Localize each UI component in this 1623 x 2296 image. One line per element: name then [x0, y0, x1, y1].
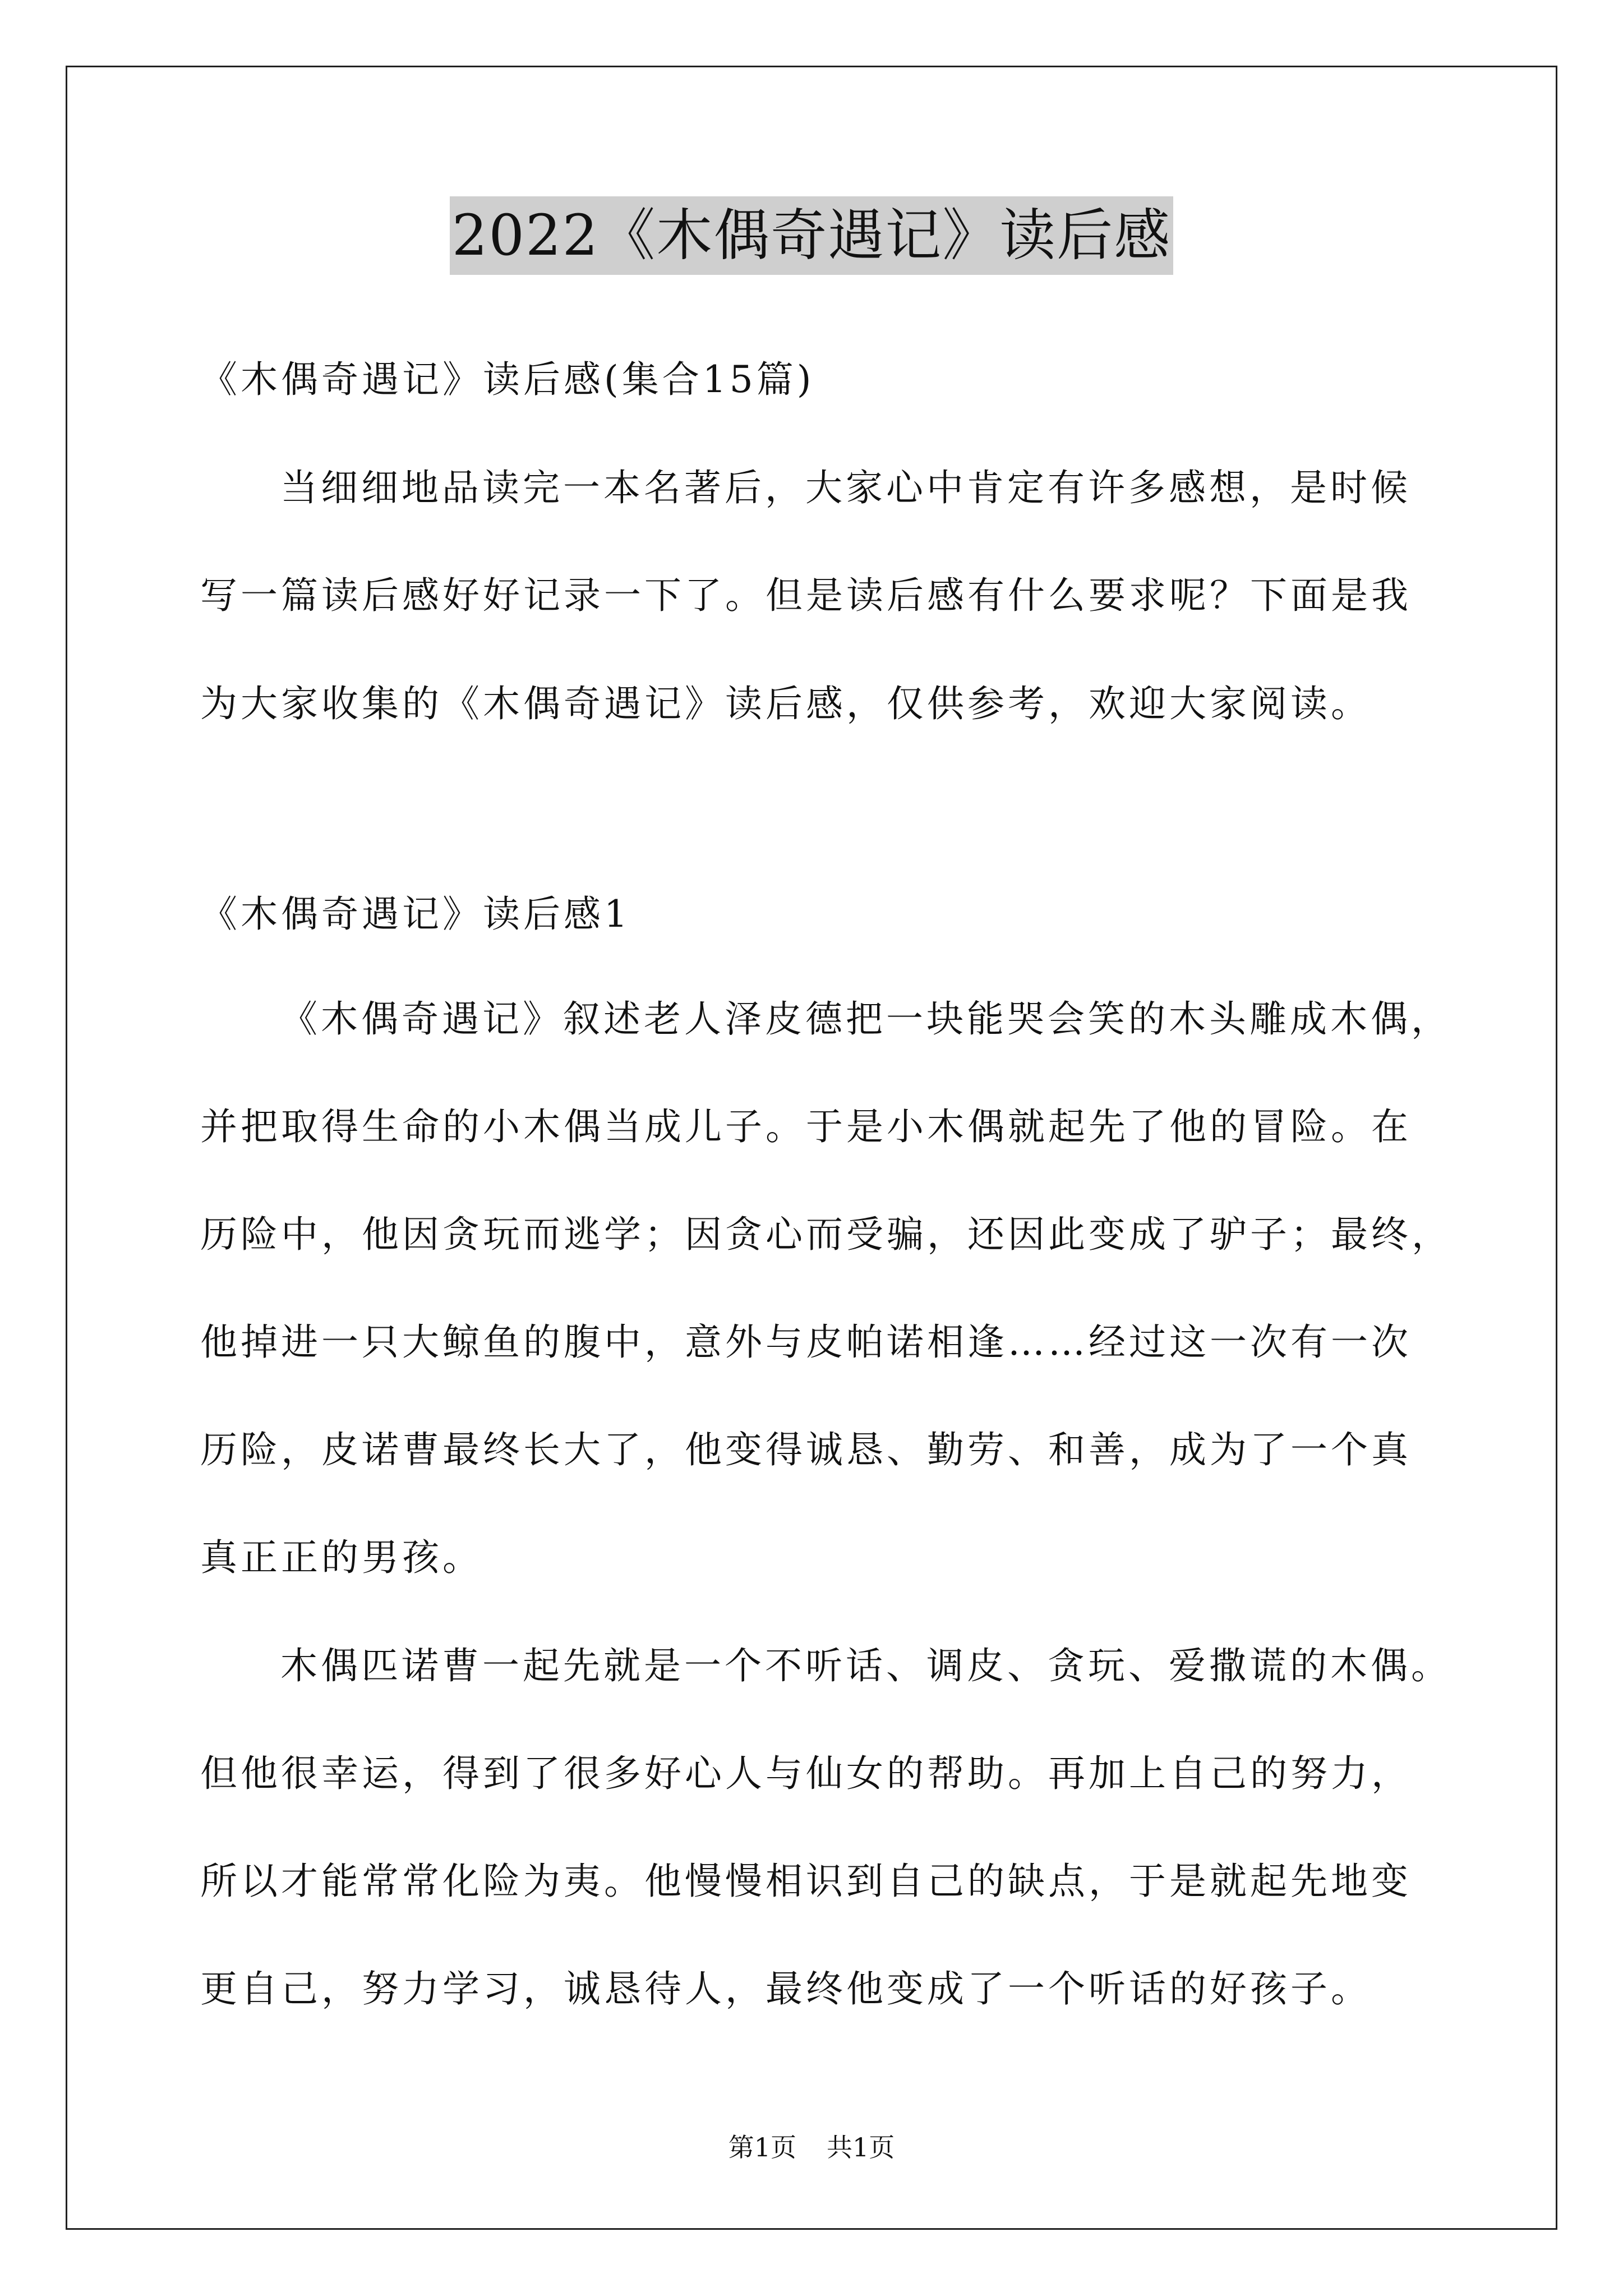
paragraph-line: 他掉进一只大鲸鱼的腹中，意外与皮帕诺相逢……经过这一次有一次	[200, 1320, 1412, 1364]
page-footer	[66, 2131, 1557, 2164]
page-total: 共1页	[827, 2132, 895, 2162]
intro-line: 写一篇读后感好好记录一下了。但是读后感有什么要求呢？下面是我	[200, 574, 1412, 617]
paragraph-line: 所以才能常常化险为夷。他慢慢相识到自己的缺点，于是就起先地变	[200, 1860, 1412, 1903]
paragraph-line: 木偶匹诺曹一起先就是一个不听话、调皮、贪玩、爱撒谎的木偶。	[280, 1644, 1451, 1687]
document-subtitle: 《木偶奇遇记》读后感(集合15篇)	[200, 358, 815, 401]
page-number: 第1页	[728, 2132, 796, 2162]
section-heading: 《木偶奇遇记》读后感1	[200, 892, 631, 936]
paragraph-line: 真正正的男孩。	[200, 1536, 483, 1579]
paragraph-line: 更自己，努力学习，诚恳待人，最终他变成了一个听话的好孩子。	[200, 1967, 1371, 2010]
paragraph-line: 历险中，他因贪玩而逃学；因贪心而受骗，还因此变成了驴子；最终，	[200, 1213, 1452, 1256]
paragraph-line: 历险，皮诺曹最终长大了，他变得诚恳、勤劳、和善，成为了一个真	[200, 1428, 1412, 1471]
intro-line: 当细细地品读完一本名著后，大家心中肯定有许多感想，是时候	[280, 466, 1411, 509]
paragraph-line: 并把取得生命的小木偶当成儿子。于是小木偶就起先了他的冒险。在	[200, 1105, 1412, 1148]
paragraph-line: 《木偶奇遇记》叙述老人泽皮德把一块能哭会笑的木头雕成木偶，	[280, 997, 1451, 1041]
intro-line: 为大家收集的《木偶奇遇记》读后感，仅供参考，欢迎大家阅读。	[200, 682, 1371, 725]
title-wrapper	[66, 196, 1557, 275]
document-title: 2022《木偶奇遇记》读后感	[450, 196, 1174, 275]
paragraph-line: 但他很幸运，得到了很多好心人与仙女的帮助。再加上自己的努力，	[200, 1752, 1412, 1795]
